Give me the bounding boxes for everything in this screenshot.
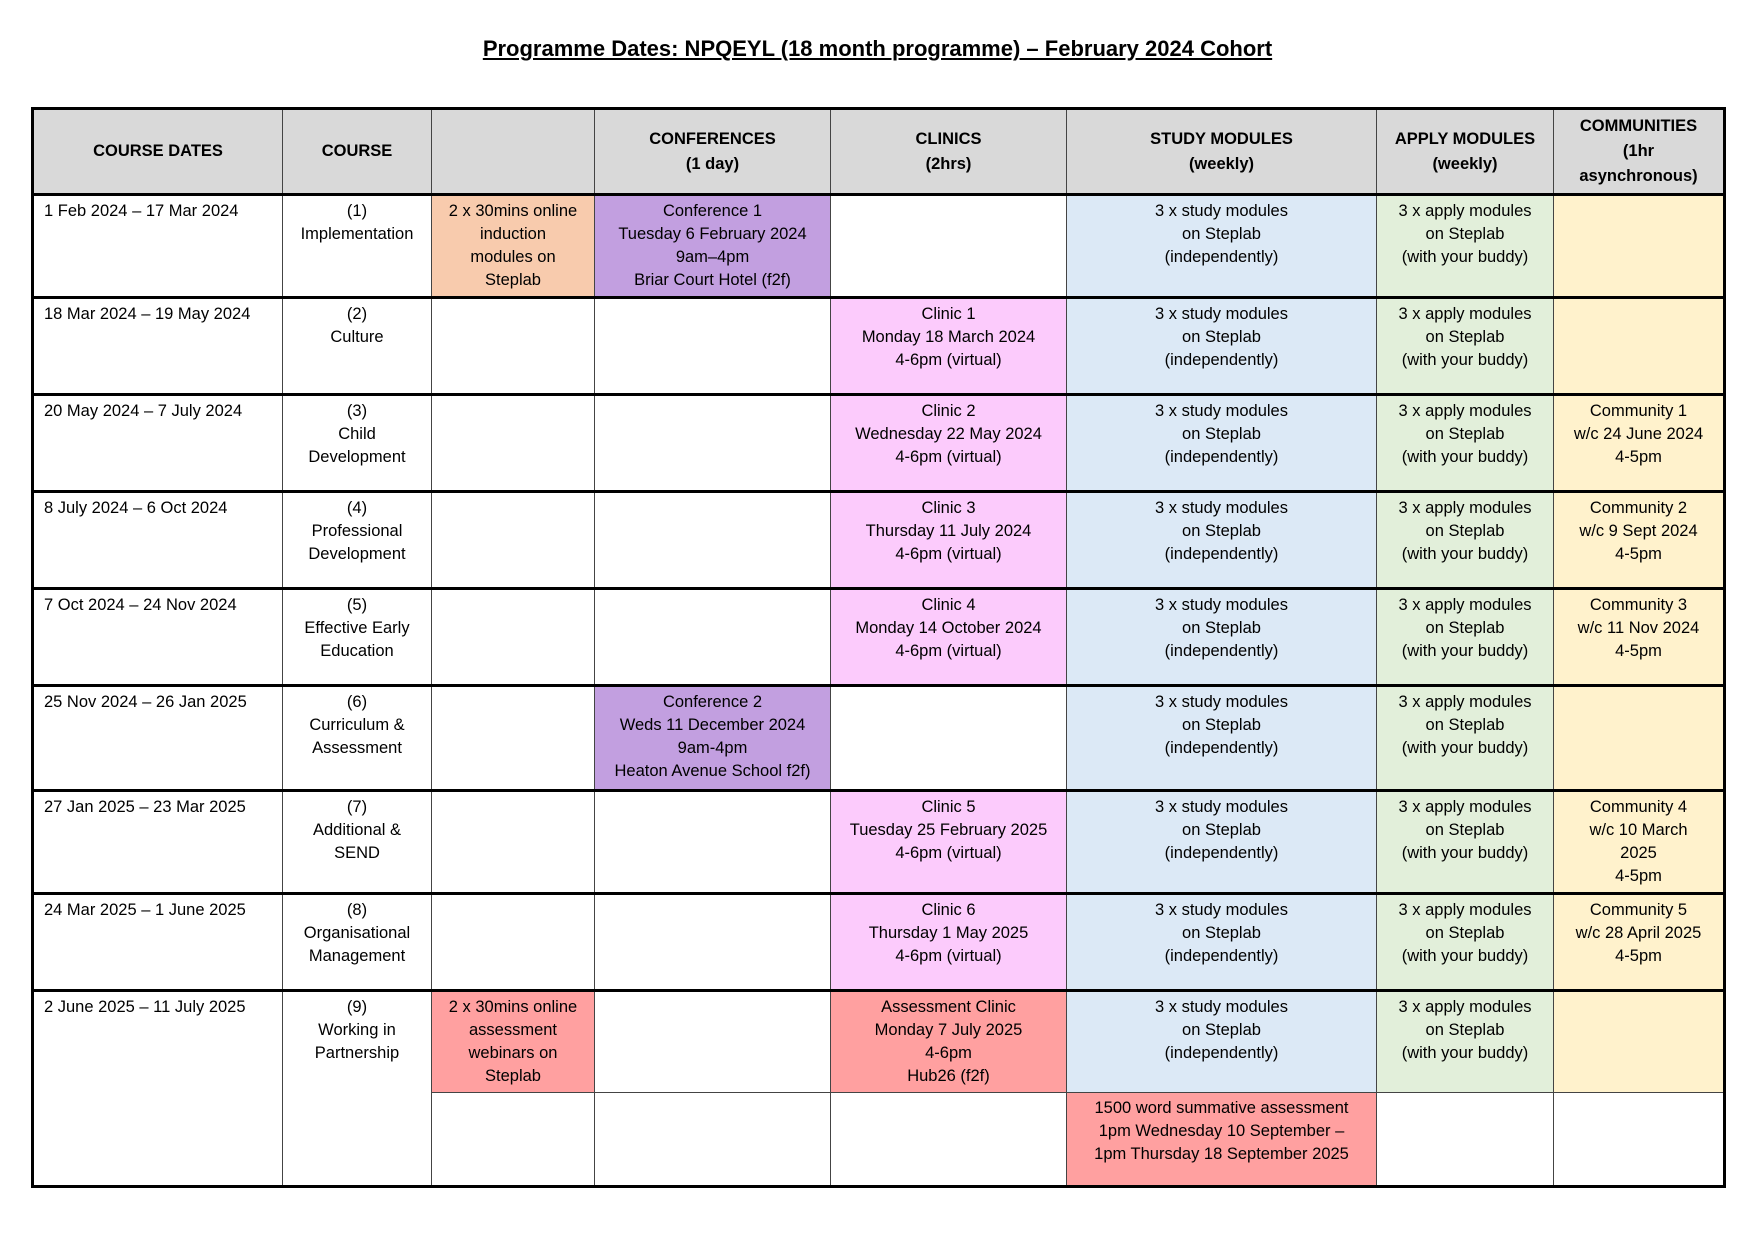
conference-cell xyxy=(595,894,831,991)
apply-cell-line: on Steplab xyxy=(1425,425,1505,443)
table-row xyxy=(33,195,1725,298)
community-cell xyxy=(1554,395,1725,492)
community-cell-line: Community 1 xyxy=(1589,402,1688,420)
apply-cell-line: 3 x apply modules xyxy=(1398,693,1532,711)
study-cell-line: 3 x study modules xyxy=(1155,998,1288,1016)
course-cell-line: Effective Early xyxy=(304,619,410,637)
induction-cell-line: modules on xyxy=(470,248,556,266)
apply-cell-line: 3 x apply modules xyxy=(1398,402,1532,420)
study-cell-line: on Steplab xyxy=(1182,1021,1261,1039)
clinic-cell-line: 4-6pm (virtual) xyxy=(895,947,1002,965)
summative-assessment-cell xyxy=(1067,1093,1377,1187)
course-cell-line: Professional xyxy=(311,522,403,540)
study-cell-line: (independently) xyxy=(1164,739,1279,757)
study-cell-line: (independently) xyxy=(1164,351,1279,369)
course-cell-line: Child xyxy=(338,425,376,443)
course-cell-line: Education xyxy=(320,642,394,660)
study-cell xyxy=(1067,894,1377,991)
conference-cell xyxy=(595,589,831,686)
header-communities: COMMUNITIES (1hr asynchronous) xyxy=(1554,109,1725,195)
course-cell-line: (4) xyxy=(346,499,368,517)
induction-cell xyxy=(432,589,595,686)
course-cell-line: Culture xyxy=(330,328,384,346)
clinic-cell xyxy=(831,894,1067,991)
community-cell xyxy=(1554,589,1725,686)
conference-cell-line: Tuesday 6 February 2024 xyxy=(618,225,807,243)
webinars-cell-line: assessment xyxy=(468,1021,558,1039)
conference-cell-line: Conference 2 xyxy=(662,693,763,711)
apply-cell-line: 3 x apply modules xyxy=(1398,202,1532,220)
header-course-dates: COURSE DATES xyxy=(33,109,283,195)
study-cell-line: (independently) xyxy=(1164,248,1279,266)
apply-cell-line: (with your buddy) xyxy=(1401,351,1529,369)
conference-cell-line: 9am–4pm xyxy=(675,248,750,266)
study-cell-line: on Steplab xyxy=(1182,328,1261,346)
study-cell xyxy=(1067,395,1377,492)
summative-assessment-cell-line: 1pm Thursday 18 September 2025 xyxy=(1094,1145,1349,1163)
webinars-cell xyxy=(432,991,595,1093)
induction-cell xyxy=(432,791,595,894)
header-apply-modules: APPLY MODULES (weekly) xyxy=(1377,109,1554,195)
study-cell-line: 3 x study modules xyxy=(1155,798,1288,816)
apply-cell-line: on Steplab xyxy=(1425,1021,1505,1039)
apply-cell xyxy=(1377,492,1554,589)
study-cell-line: on Steplab xyxy=(1182,225,1261,243)
community-cell xyxy=(1554,492,1725,589)
community-cell-line: w/c 24 June 2024 xyxy=(1573,425,1704,443)
study-cell-line: (independently) xyxy=(1164,545,1279,563)
study-cell-line: (independently) xyxy=(1164,844,1279,862)
course-cell-line: (9) xyxy=(346,998,368,1016)
conference-cell xyxy=(595,492,831,589)
apply-cell-line: (with your buddy) xyxy=(1401,1044,1529,1062)
course-cell-line: Partnership xyxy=(314,1044,400,1062)
course-dates-cell-line: 24 Mar 2025 – 1 June 2025 xyxy=(44,901,246,919)
apply-cell xyxy=(1377,894,1554,991)
clinic-cell-line: Clinic 5 xyxy=(921,798,976,816)
community-cell xyxy=(1554,686,1725,791)
clinic-cell-line: Clinic 4 xyxy=(921,596,976,614)
conference-cell xyxy=(595,195,831,298)
apply-cell xyxy=(1377,298,1554,395)
table-row xyxy=(33,298,1725,395)
induction-cell-line: induction xyxy=(479,225,547,243)
course-dates-cell xyxy=(33,492,283,589)
clinic-cell xyxy=(831,686,1067,791)
webinars-cell-line: webinars on xyxy=(468,1044,558,1062)
clinic-cell xyxy=(831,791,1067,894)
course-dates-cell-line: 7 Oct 2024 – 24 Nov 2024 xyxy=(44,596,237,614)
clinic-cell xyxy=(831,395,1067,492)
webinars-cell-line: 2 x 30mins online xyxy=(448,998,578,1016)
course-cell-line: (7) xyxy=(346,798,368,816)
course-dates-cell xyxy=(33,894,283,991)
course-cell xyxy=(283,991,432,1187)
course-cell-line: (8) xyxy=(346,901,368,919)
induction-cell xyxy=(432,395,595,492)
table-row xyxy=(33,686,1725,791)
apply-cell xyxy=(1377,395,1554,492)
apply-cell-line: (with your buddy) xyxy=(1401,642,1529,660)
apply-cell-line: on Steplab xyxy=(1425,522,1505,540)
course-dates-cell-line: 1 Feb 2024 – 17 Mar 2024 xyxy=(44,202,239,220)
clinic-cell-line: Wednesday 22 May 2024 xyxy=(855,425,1042,443)
apply-cell-line: on Steplab xyxy=(1425,619,1505,637)
study-cell xyxy=(1067,298,1377,395)
table-row xyxy=(33,894,1725,991)
community-cell-line: Community 2 xyxy=(1589,499,1688,517)
study-cell-line: on Steplab xyxy=(1182,821,1261,839)
apply-cell-line: 3 x apply modules xyxy=(1398,998,1532,1016)
conference-cell xyxy=(595,991,831,1093)
course-cell-line: (1) xyxy=(346,202,368,220)
empty-cell xyxy=(1554,1093,1725,1187)
course-dates-cell-line: 18 Mar 2024 – 19 May 2024 xyxy=(44,305,251,323)
community-cell-line: w/c 9 Sept 2024 xyxy=(1579,522,1698,540)
course-cell-line: Assessment xyxy=(312,739,402,757)
conference-cell xyxy=(595,395,831,492)
study-cell xyxy=(1067,791,1377,894)
apply-cell xyxy=(1377,791,1554,894)
apply-cell-line: (with your buddy) xyxy=(1401,545,1529,563)
apply-cell-line: on Steplab xyxy=(1425,225,1505,243)
course-cell-line: Additional & xyxy=(312,821,402,839)
study-cell xyxy=(1067,991,1377,1093)
study-cell-line: 3 x study modules xyxy=(1155,402,1288,420)
community-cell xyxy=(1554,195,1725,298)
study-cell-line: on Steplab xyxy=(1182,425,1261,443)
study-cell xyxy=(1067,686,1377,791)
induction-cell xyxy=(432,894,595,991)
course-cell xyxy=(283,894,432,991)
induction-cell xyxy=(432,298,595,395)
summative-assessment-cell-line: 1500 word summative assessment xyxy=(1094,1099,1349,1117)
assessment-clinic-cell-line: Assessment Clinic xyxy=(881,998,1016,1016)
webinars-cell-line: Steplab xyxy=(485,1067,541,1085)
table-row xyxy=(33,395,1725,492)
community-cell-line: 2025 xyxy=(1620,844,1657,862)
empty-cell xyxy=(432,1093,595,1187)
clinic-cell xyxy=(831,589,1067,686)
apply-cell-line: on Steplab xyxy=(1425,328,1505,346)
conference-cell-line: Heaton Avenue School f2f) xyxy=(614,762,811,780)
conference-cell xyxy=(595,686,831,791)
community-cell-line: 4-5pm xyxy=(1615,448,1662,466)
apply-cell-line: on Steplab xyxy=(1425,821,1505,839)
course-cell xyxy=(283,492,432,589)
course-cell xyxy=(283,686,432,791)
community-cell-line: 4-5pm xyxy=(1615,545,1662,563)
course-cell xyxy=(283,195,432,298)
conference-cell-line: Briar Court Hotel (f2f) xyxy=(634,271,791,289)
apply-cell-line: (with your buddy) xyxy=(1401,248,1529,266)
clinic-cell-line: 4-6pm (virtual) xyxy=(895,642,1002,660)
course-cell-line: Implementation xyxy=(300,225,414,243)
conference-cell xyxy=(595,298,831,395)
study-cell xyxy=(1067,589,1377,686)
clinic-cell-line: 4-6pm (virtual) xyxy=(895,448,1002,466)
course-cell xyxy=(283,589,432,686)
table-row xyxy=(33,492,1725,589)
induction-cell xyxy=(432,492,595,589)
assessment-clinic-cell-line: Hub26 (f2f) xyxy=(907,1067,990,1085)
clinic-cell-line: Clinic 6 xyxy=(921,901,976,919)
conference-cell-line: 9am-4pm xyxy=(677,739,748,757)
apply-cell-line: on Steplab xyxy=(1425,924,1505,942)
apply-cell-line: 3 x apply modules xyxy=(1398,901,1532,919)
study-cell-line: 3 x study modules xyxy=(1155,499,1288,517)
clinic-cell-line: 4-6pm (virtual) xyxy=(895,844,1002,862)
course-cell-line: Organisational xyxy=(303,924,411,942)
course-cell-line: Working in xyxy=(318,1021,396,1039)
induction-cell-line: 2 x 30mins online xyxy=(448,202,578,220)
course-cell xyxy=(283,395,432,492)
study-cell-line: 3 x study modules xyxy=(1155,202,1288,220)
header-course: COURSE xyxy=(283,109,432,195)
assessment-clinic-cell-line: 4-6pm xyxy=(925,1044,972,1062)
community-cell-line: w/c 28 April 2025 xyxy=(1575,924,1702,942)
community-cell xyxy=(1554,894,1725,991)
community-cell-line: Community 4 xyxy=(1589,798,1688,816)
study-cell-line: 3 x study modules xyxy=(1155,596,1288,614)
course-cell-line: Development xyxy=(308,448,406,466)
table-row xyxy=(33,791,1725,894)
header-row xyxy=(33,109,1725,195)
course-dates-cell-line: 8 July 2024 – 6 Oct 2024 xyxy=(44,499,228,517)
community-cell-line: w/c 10 March xyxy=(1589,821,1688,839)
course-cell-line: (6) xyxy=(346,693,368,711)
course-dates-cell xyxy=(33,991,283,1187)
summative-assessment-cell-line: 1pm Wednesday 10 September – xyxy=(1098,1122,1345,1140)
clinic-cell-line: Thursday 11 July 2024 xyxy=(865,522,1032,540)
study-cell-line: on Steplab xyxy=(1182,716,1261,734)
community-cell xyxy=(1554,791,1725,894)
header-clinics: CLINICS (2hrs) xyxy=(831,109,1067,195)
clinic-cell-line: Tuesday 25 February 2025 xyxy=(849,821,1048,839)
induction-cell xyxy=(432,195,595,298)
study-cell-line: 3 x study modules xyxy=(1155,901,1288,919)
course-dates-cell-line: 25 Nov 2024 – 26 Jan 2025 xyxy=(44,693,247,711)
clinic-cell-line: Thursday 1 May 2025 xyxy=(868,924,1029,942)
clinic-cell-line: Clinic 2 xyxy=(921,402,976,420)
header-blank xyxy=(432,109,595,195)
conference-cell-line: Weds 11 December 2024 xyxy=(619,716,806,734)
clinic-cell-line: 4-6pm (virtual) xyxy=(895,545,1002,563)
apply-cell xyxy=(1377,686,1554,791)
empty-cell xyxy=(1377,1093,1554,1187)
course-cell-line: SEND xyxy=(334,844,380,862)
community-cell xyxy=(1554,991,1725,1093)
course-dates-cell-line: 20 May 2024 – 7 July 2024 xyxy=(44,402,243,420)
course-dates-cell xyxy=(33,298,283,395)
study-cell-line: (independently) xyxy=(1164,1044,1279,1062)
course-cell-line: Curriculum & xyxy=(309,716,405,734)
course-dates-cell xyxy=(33,686,283,791)
clinic-cell-line: Clinic 3 xyxy=(921,499,976,517)
study-cell-line: 3 x study modules xyxy=(1155,305,1288,323)
study-cell-line: (independently) xyxy=(1164,448,1279,466)
course-cell xyxy=(283,791,432,894)
apply-cell-line: (with your buddy) xyxy=(1401,448,1529,466)
assessment-clinic-cell xyxy=(831,991,1067,1093)
course-dates-cell-line: 27 Jan 2025 – 23 Mar 2025 xyxy=(44,798,246,816)
page-title: Programme Dates: NPQEYL (18 month programme) – February 2024 Cohort xyxy=(482,36,1273,61)
apply-cell-line: (with your buddy) xyxy=(1401,739,1529,757)
study-cell xyxy=(1067,492,1377,589)
study-cell-line: (independently) xyxy=(1164,947,1279,965)
clinic-cell-line: Clinic 1 xyxy=(921,305,976,323)
clinic-cell-line: Monday 14 October 2024 xyxy=(855,619,1042,637)
clinic-cell-line: Monday 18 March 2024 xyxy=(861,328,1036,346)
community-cell-line: Community 3 xyxy=(1589,596,1688,614)
conference-cell xyxy=(595,791,831,894)
apply-cell-line: on Steplab xyxy=(1425,716,1505,734)
study-cell-line: on Steplab xyxy=(1182,522,1261,540)
empty-cell xyxy=(831,1093,1067,1187)
assessment-clinic-cell-line: Monday 7 July 2025 xyxy=(874,1021,1023,1039)
clinic-cell xyxy=(831,298,1067,395)
study-cell-line: on Steplab xyxy=(1182,924,1261,942)
course-cell xyxy=(283,298,432,395)
apply-cell-line: 3 x apply modules xyxy=(1398,305,1532,323)
study-cell xyxy=(1067,195,1377,298)
community-cell-line: w/c 11 Nov 2024 xyxy=(1577,619,1700,637)
clinic-cell xyxy=(831,492,1067,589)
study-cell-line: on Steplab xyxy=(1182,619,1261,637)
community-cell-line: 4-5pm xyxy=(1615,947,1662,965)
apply-cell-line: (with your buddy) xyxy=(1401,947,1529,965)
course-cell-line: (5) xyxy=(346,596,368,614)
apply-cell-line: 3 x apply modules xyxy=(1398,499,1532,517)
course-dates-cell xyxy=(33,195,283,298)
course-cell-line: Development xyxy=(308,545,406,563)
apply-cell xyxy=(1377,991,1554,1093)
header-conferences: CONFERENCES (1 day) xyxy=(595,109,831,195)
course-cell-line: Management xyxy=(308,947,406,965)
study-cell-line: (independently) xyxy=(1164,642,1279,660)
empty-cell xyxy=(595,1093,831,1187)
table-row xyxy=(33,589,1725,686)
course-dates-cell xyxy=(33,589,283,686)
apply-cell xyxy=(1377,589,1554,686)
community-cell-line: Community 5 xyxy=(1589,901,1688,919)
course-cell-line: (2) xyxy=(346,305,368,323)
course-dates-cell-line: 2 June 2025 – 11 July 2025 xyxy=(44,998,246,1016)
programme-table xyxy=(31,107,1726,1188)
induction-cell-line: Steplab xyxy=(485,271,541,289)
induction-cell xyxy=(432,686,595,791)
apply-cell-line: 3 x apply modules xyxy=(1398,596,1532,614)
community-cell-line: 4-5pm xyxy=(1615,867,1662,885)
course-dates-cell xyxy=(33,395,283,492)
course-dates-cell xyxy=(33,791,283,894)
study-cell-line: 3 x study modules xyxy=(1155,693,1288,711)
community-cell xyxy=(1554,298,1725,395)
apply-cell-line: (with your buddy) xyxy=(1401,844,1529,862)
table-row xyxy=(33,991,1725,1093)
course-cell-line: (3) xyxy=(346,402,368,420)
header-study-modules: STUDY MODULES (weekly) xyxy=(1067,109,1377,195)
apply-cell-line: 3 x apply modules xyxy=(1398,798,1532,816)
clinic-cell xyxy=(831,195,1067,298)
community-cell-line: 4-5pm xyxy=(1615,642,1662,660)
conference-cell-line: Conference 1 xyxy=(662,202,763,220)
clinic-cell-line: 4-6pm (virtual) xyxy=(895,351,1002,369)
apply-cell xyxy=(1377,195,1554,298)
